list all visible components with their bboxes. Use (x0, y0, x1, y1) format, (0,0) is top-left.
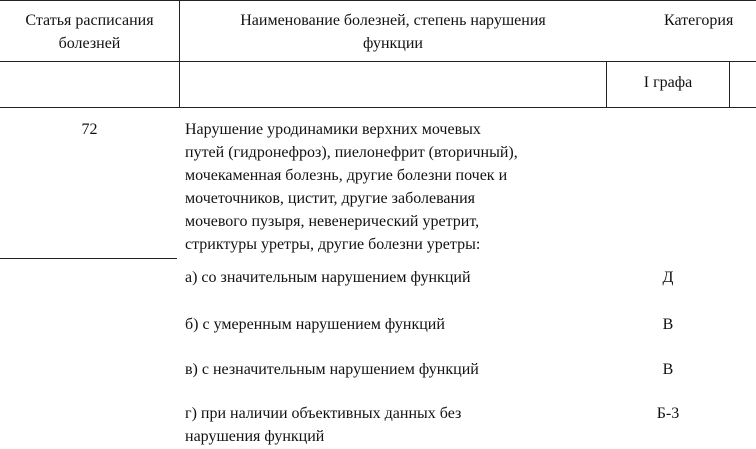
item-d-line-2: нарушения функций (185, 428, 325, 445)
item-a-text: а) со значительным нарушением функций (185, 269, 471, 286)
header-grafa-1: I графа (643, 74, 693, 91)
description-line: мочекаменная болезнь, другие болезни почек и (185, 167, 508, 184)
subheader-divider (0, 107, 756, 108)
item-b-text: б) с умеренным нарушением функций (185, 316, 445, 333)
header-divider (0, 61, 756, 62)
header-category: Категория (664, 12, 734, 29)
col3-right-border (729, 61, 730, 108)
item-b-category: В (662, 316, 674, 333)
header-article-line-2: болезней (58, 35, 121, 52)
item-c-category: В (662, 361, 674, 378)
header-name-line-2: функции (363, 35, 423, 52)
description-line: стриктуры уретры, другие болезни уретры: (185, 236, 481, 253)
description-line: мочевого пузыря, невенерический уретрит, (185, 213, 480, 230)
item-d-category: Б-3 (656, 405, 680, 422)
item-c-text: в) с незначительным нарушением функций (185, 361, 479, 378)
header-article-line-1: Статья расписания (25, 12, 154, 29)
item-a-category: Д (662, 269, 674, 286)
description-line: путей (гидронефроз), пиелонефрит (вторичный), (185, 144, 518, 161)
header-article-column (0, 9, 179, 55)
article-description (185, 118, 605, 256)
table-top-border (0, 0, 756, 1)
description-line: мочеточников, цистит, другие заболевания (185, 190, 476, 207)
article-number: 72 (81, 121, 98, 138)
header-name-line-1: Наименование болезней, степень нарушения (240, 12, 546, 29)
article-underline (0, 258, 177, 259)
item-d-line-1: г) при наличии объективных данных без (185, 405, 462, 422)
description-line: Нарушение уродинамики верхних мочевых (185, 121, 481, 138)
header-name-column (180, 9, 606, 55)
item-d-text (185, 402, 461, 448)
